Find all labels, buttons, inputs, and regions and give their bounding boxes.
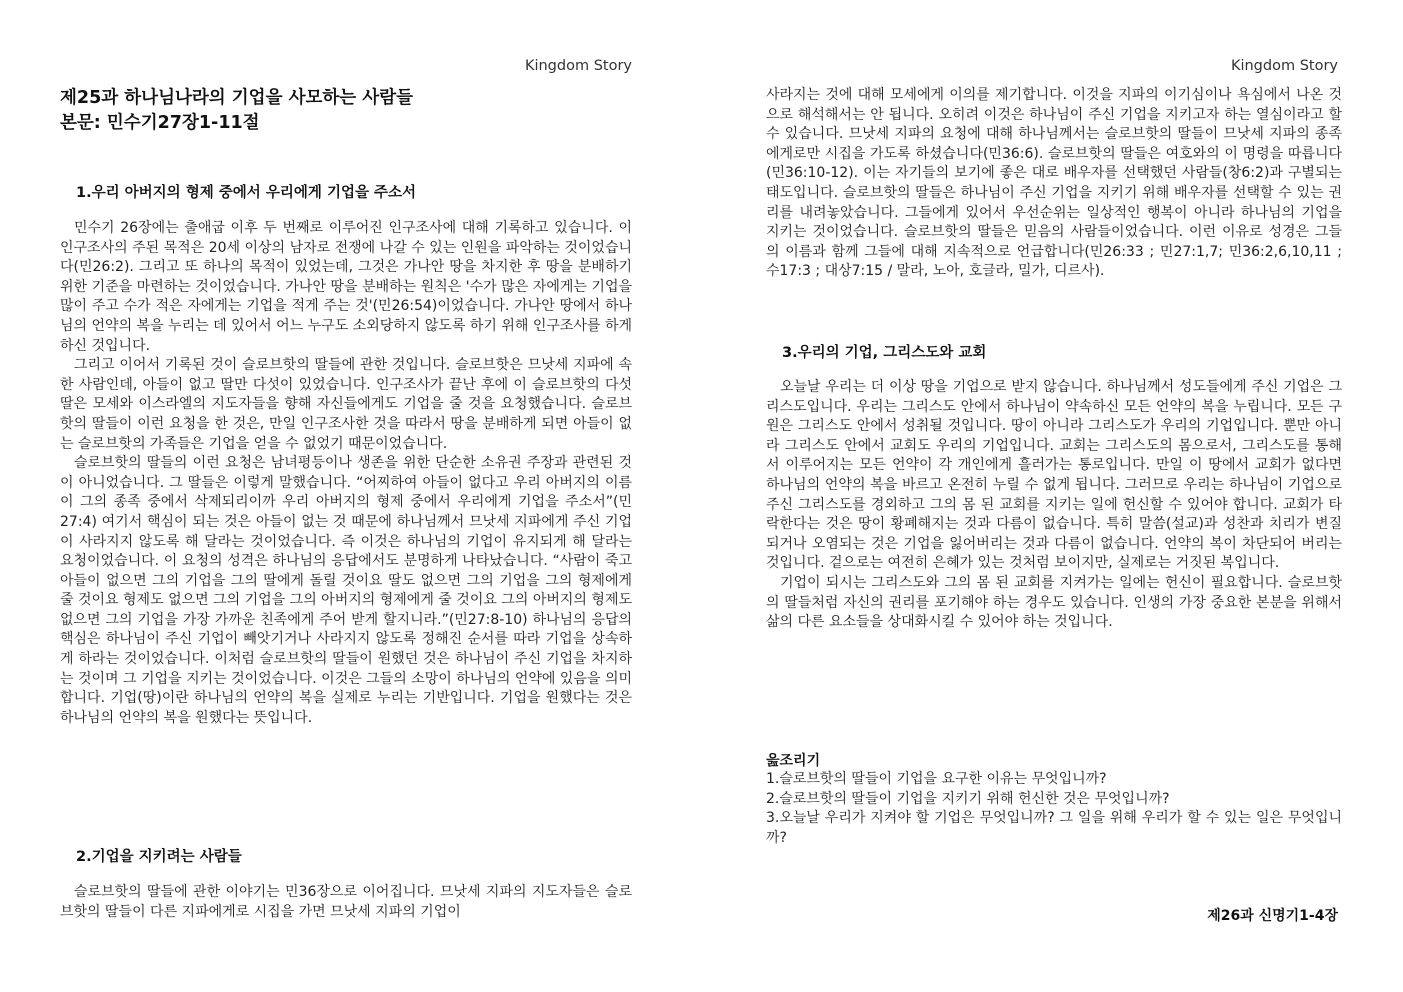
next-lesson-footer: 제26과 신명기1-4장 [1207,908,1338,924]
review-question: 3.오늘날 우리가 지켜야 할 기업은 무엇입니까? 그 일을 위해 우리가 할 수 있는 일은 무엇입니까? [766,810,1342,846]
review-questions [766,750,1342,848]
running-header: Kingdom Story [1230,58,1338,74]
paragraph: 민수기 26장에는 출애굽 이후 두 번째로 이루어진 인구조사에 대해 기록하고 있습니다. 이 인구조사의 주된 목적은 20세 이상의 남자로 전쟁에 나갈 수 있는 인원을 파악하는 것이었습니다(민26:2). 그리고 또 하나의 목적이 있었는데, 그것은 가나안 땅을 차지한 후 땅을 분배하기 위한 기준을 마련하는 것이었습니다. 가나안 땅을 분배하는 원칙은 '수가 많은 자에게는 기업을 많이 주고 수가 적은 자에게는 기업을 적게 주는 것'(민26:54)이었습니다. 가나안 땅에서 하나님의 언약의 복을 누리는 데 있어서 어느 누구도 소외당하지 않도록 하기 위해 인구조사를 하게 하신 것입니다. [60,220,632,354]
scripture-reference: 본문: 민수기27장1-11절 [60,113,260,133]
lesson-title: 제25과 하나님나라의 기업을 사모하는 사람들 [60,88,414,108]
paragraph: 슬로브핫의 딸들의 이런 요청은 남녀평등이나 생존을 위한 단순한 소유권 주장과 관련된 것이 아니었습니다. 그 딸들은 이렇게 말했습니다. “어찌하여 아들이 없다고 우리 아버지의 이름이 그의 종족 중에서 삭제되리이까 우리 아버지의 형제 중에서 우리에게 기업을 주소서”(민27:4) 여기서 핵심이 되는 것은 아들이 없는 것 때문에 하나님께서 므낫세 지파에게 주신 기업이 사라지지 않도록 해 달라는 것이었습니다. 즉 이것은 하나님의 기업이 유지되게 해 달라는 요청이었습니다. 이 요청의 성격은 하나님의 응답에서도 분명하게 나타났습니다. “사람이 죽고 아들이 없으면 그의 기업을 그의 딸에게 돌릴 것이요 딸도 없으면 그의 기업을 그의 형제에게 줄 것이요 형제도 없으면 그의 기업을 그의 아버지의 형제에게 줄 것이요 그의 아버지의 형제도 없으면 그의 기업을 가장 가까운 친족에게 주어 받게 할지니라.”(민27:8-10) 하나님의 응답의 핵심은 하나님이 주신 기업이 빼앗기거나 사라지지 않도록 정해진 순서를 따라 기업을 상속하게 하라는 것이었습니다. 이처럼 슬로브핫의 딸들이 원했던 것은 하나님이 주신 기업을 차지하는 것이며 그 기업을 지키는 것이었습니다. 이것은 그들의 소망이 하나님의 언약에 있음을 의미합니다. 기업(땅)이란 하나님의 언약의 복을 실제로 누리는 기반입니다. 기업을 원했다는 것은 하나님의 언약의 복을 원했다는 뜻입니다. [60,455,632,726]
paragraph: 그리고 이어서 기록된 것이 슬로브핫의 딸들에 관한 것입니다. 슬로브핫은 므낫세 지파에 속한 사람인데, 아들이 없고 딸만 다섯이 있었습니다. 인구조사가 끝난 후에 이 슬로브핫의 다섯 딸은 모세와 이스라엘의 지도자들을 향해 자신들에게도 기업을 줄 것을 요청했습니다. 슬로브핫의 딸들이 이런 요청을 한 것은, 만일 인구조사한 것을 따라서 땅을 분배하게 되면 아들이 없는 슬로브핫의 가족들은 기업을 얻을 수 없었기 때문이었습니다. [60,357,632,452]
review-question: 1.슬로브핫의 딸들이 기업을 요구한 이유는 무엇입니까? [766,771,1107,787]
paragraph: 슬로브핫의 딸들에 관한 이야기는 민36장으로 이어집니다. 므낫세 지파의 지도자들은 슬로브핫의 딸들이 다른 지파에게로 시집을 가면 므낫세 지파의 기업이 [60,884,632,920]
section-heading-3: 3.우리의 기업, 그리스도와 교회 [782,345,987,361]
review-question: 2.슬로브핫의 딸들이 기업을 지키기 위해 헌신한 것은 무엇입니까? [766,790,1170,807]
running-header: Kingdom Story [524,58,632,74]
paragraph: 기업이 되시는 그리스도와 그의 몸 된 교회를 지켜가는 일에는 헌신이 필요합니다. 슬로브핫의 딸들처럼 자신의 권리를 포기해야 하는 경우도 있습니다. 인생의 가장 중요한 본분을 위해서 삶의 다른 요소들을 상대화시킬 수 있어야 하는 것입니다. [766,574,1342,631]
paragraph: 오늘날 우리는 더 이상 땅을 기업으로 받지 않습니다. 하나님께서 성도들에게 주신 기업은 그리스도입니다. 우리는 그리스도 안에서 하나님이 약속하신 모든 언약의 복을 누립니다. 모든 구원은 그리스도 안에서 성취될 것입니다. 땅이 아니라 그리스도가 우리의 기업입니다. 뿐만 아니라 그리스도 안에서 교회도 우리의 기업입니다. 교회는 그리스도의 몸으로서, 그리스도를 통해서 이루어지는 모든 언약이 각 개인에게 흘러가는 통로입니다. 만일 이 땅에서 교회가 없다면 하나님의 언약의 복을 바르고 온전히 누릴 수 없게 됩니다. 그러므로 우리는 하나님이 기업으로 주신 그리스도를 경외하고 그의 몸 된 교회를 지키는 일에 헌신할 수 있어야 합니다. 교회가 타락한다는 것은 땅이 황폐해지는 것과 다름이 없습니다. 특히 말씀(설교)과 성찬과 치리가 변질되거나 오염되는 것은 기업을 잃어버리는 것과 다름이 없습니다. 언약의 복이 차단되어 버리는 것입니다. 겉으로는 여전히 은혜가 있는 것처럼 보이지만, 실제로는 거짓된 복입니다. [766,379,1342,572]
paragraph-continued: 사라지는 것에 대해 모세에게 이의를 제기합니다. 이것을 지파의 이기심이나 욕심에서 나온 것으로 해석해서는 안 됩니다. 오히려 이것은 하나님이 주신 기업을 지키고자 하는 열심이라고 할 수 있습니다. 므낫세 지파의 요청에 대해 하나님께서는 슬로브핫의 딸들이 므낫세 지파의 종족에게로만 시집을 가도록 하셨습니다(민36:6). 슬로브핫의 딸들은 여호와의 이 명령을 따릅니다(민36:10-12). 이는 자기들의 보기에 좋은 대로 배우자를 선택했던 사람들(창6:2)과 구별되는 태도입니다. 슬로브핫의 딸들은 하나님이 주신 기업을 지키기 위해 배우자를 선택할 수 있는 권리를 내려놓았습니다. 그들에게 있어서 우선순위는 일상적인 행복이 아니라 하나님의 기업을 지키는 것이었습니다. 슬로브핫의 딸들은 믿음의 사람들이었습니다. 이런 이유로 성경은 그들의 이름과 함께 그들에 대해 지속적으로 언급합니다(민26:33 ; 민27:1,7; 민36:2,6,10,11 ; 수17:3 ; 대상7:15 / 말라, 노아, 호글라, 밀가, 디르사). [766,87,1342,280]
section-heading-1: 1.우리 아버지의 형제 중에서 우리에게 기업을 주소서 [76,185,417,201]
section-heading-2: 2.기업을 지키려는 사람들 [76,849,242,865]
review-heading: 읊조리기 [766,753,821,769]
